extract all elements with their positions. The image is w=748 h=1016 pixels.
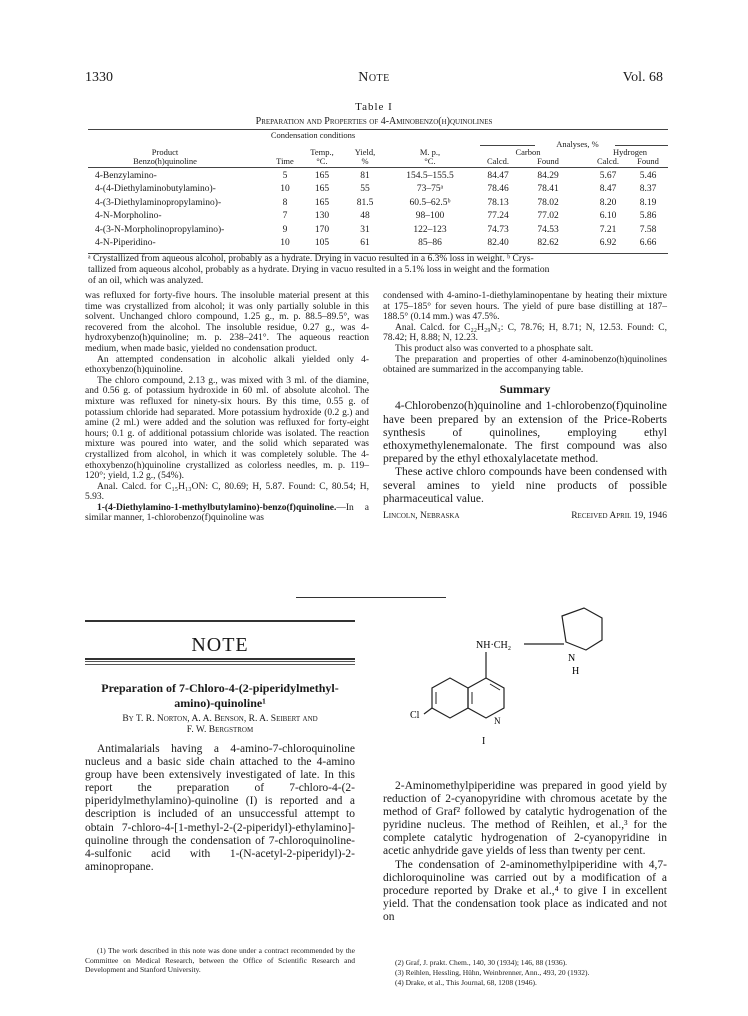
running-header <box>85 70 663 90</box>
table-cell-temp: 165 <box>314 171 330 181</box>
table-cell-time: 7 <box>282 211 288 222</box>
article-title-line-2: amino)-quinoline¹ <box>174 696 266 710</box>
table-cell-time: 5 <box>282 171 288 181</box>
th-conditions: Condensation conditions <box>270 130 356 140</box>
th-c-calcd: Calcd. <box>487 156 509 166</box>
table-cell-time: 10 <box>280 238 290 248</box>
table-cell-time: 8 <box>282 197 288 208</box>
section-title: Note <box>358 70 390 85</box>
table-cell-h-calcd: 6.92 <box>599 238 617 248</box>
table-cell-mp: 154.5–155.5 <box>406 171 454 181</box>
summary-paragraph-1: 4-Chlorobenzo(h)quinoline and 1-chlorobenzo(f)quinoline have been prepared by an extension of the Price-Roberts synthesis of quinolines, employing ethyl ethoxymethylenemalonate. The first compound was also prepared by the ethyl ethoxalylacetate method. <box>383 400 667 466</box>
table-cell-c-calcd: 78.46 <box>487 184 509 195</box>
page-number: 1330 <box>85 70 113 85</box>
article-paragraph-2: 2-Aminomethylpiperidine was prepared in good yield by reduction of 2-cyanopyridine with chromous acetate by the method of Graf² followed by catalytic hydrogenation of the pyridine nucleus. The method of Reihlen, et al.,³ for the complete catalytic hydrogenation of 2-cyanopyridine in acetic anhydride gave yields of less than twenty per cent. <box>383 780 667 858</box>
article-paragraph-1: Antimalarials having a 4-amino-7-chloroquinoline nucleus and a basic side chain attached to the 4-amino group have been extensively investigated of late. In this report the preparation of 7-chloro-4-(2-piperidylmethylamino)-quinoline (I) is reported and a description is included of an unsuccessful attempt to obtain 7-chloro-4-[1-methyl-2-(2-piperidyl)-ethylamino]-quinoline through the condensation of 7-chloroquinoline-4-sulfonic acid with 1-(N-acetyl-2-piperidyl)-2-aminopropane. <box>85 743 355 873</box>
th-h-found: Found <box>637 156 659 166</box>
table-cell-h-found: 8.19 <box>639 197 657 208</box>
chloro-label: Cl <box>410 710 420 721</box>
right-paragraph-3: This product also was converted to a phosphate salt. <box>395 343 594 354</box>
table-cell-h-found: 5.46 <box>639 171 657 181</box>
summary-heading: Summary <box>499 381 551 396</box>
table-cell-product: 4-N-Morpholino- <box>95 211 162 222</box>
reference-2: (2) Graf, J. prakt. Chem., 140, 30 (1934); 146, 88 (1936). <box>395 958 568 967</box>
table-cell-h-calcd: 8.47 <box>599 184 617 195</box>
right-column <box>383 291 667 522</box>
table-cell-c-found: 77.02 <box>537 211 559 222</box>
th-temp-1: Temp., <box>310 147 334 157</box>
left-paragraph-5-heading: 1-(4-Diethylamino-1-methylbutylamino)-benzo(f)quinoline. <box>97 502 337 513</box>
table-cell-mp: 98–100 <box>415 211 445 222</box>
th-product-1: Product <box>151 147 179 157</box>
table-cell-product: 4-(3-N-Morpholinopropylamino)- <box>95 224 225 235</box>
volume-label: Vol. 68 <box>622 70 663 85</box>
table-top-rule <box>88 129 668 130</box>
table-cell-yield: 61 <box>360 238 370 248</box>
structure-label: I <box>482 736 486 747</box>
note-band-rule-1 <box>85 658 355 660</box>
note-heading: NOTE <box>191 634 249 656</box>
table-cell-product: 4-(3-Diethylaminopropylamino)- <box>95 197 222 208</box>
summary-paragraph-2: These active chloro compounds have been condensed with several amines to yield nine products of possible pharmaceutical value. <box>383 466 667 505</box>
table-cell-c-calcd: 84.47 <box>487 171 509 181</box>
table-caption: Preparation and Properties of 4-Aminobenzo(h)quinolines <box>255 116 493 127</box>
table-footnote-line-1: ᵃ Crystallized from aqueous alcohol, probably as a hydrate. Drying in vacuo resulted in a 6.3% loss in weight. ᵇ Crys- <box>88 254 534 264</box>
th-analyses: Analyses, % <box>556 139 599 149</box>
table-cell-product: 4-Benzylamino- <box>95 171 157 181</box>
table-cell-h-found: 8.37 <box>639 184 657 195</box>
table-cell-c-found: 78.41 <box>537 184 559 195</box>
pyridine-ring <box>468 678 504 718</box>
table-cell-c-found: 78.02 <box>537 197 559 208</box>
reference-3: (3) Reihlen, Hessling, Hühn, Weinbrenner, Ann., 493, 20 (1932). <box>395 968 590 977</box>
authors-line-1: By T. R. Norton, A. A. Benson, R. A. Seibert and <box>122 714 318 724</box>
ring-h-label: H <box>572 666 580 677</box>
left-paragraph-5: —In a similar manner, 1-chlorobenzo(f)quinoline was <box>85 502 369 524</box>
table-cell-yield: 55 <box>360 184 370 195</box>
table-cell-mp: 60.5–62.5ᵇ <box>409 197 451 208</box>
table-cell-h-calcd: 5.67 <box>599 171 617 181</box>
table-cell-c-calcd: 77.24 <box>487 211 509 222</box>
table-cell-temp: 165 <box>314 184 330 195</box>
table-cell-c-calcd: 82.40 <box>487 238 509 248</box>
th-mp-2: °C. <box>424 156 436 166</box>
table-cell-temp: 105 <box>314 238 330 248</box>
table-cell-c-calcd: 74.73 <box>487 224 509 235</box>
table-cell-h-found: 7.58 <box>639 224 657 235</box>
ring-n-label: N <box>568 653 576 664</box>
analyses-rule-right <box>615 145 668 146</box>
table-cell-h-calcd: 6.10 <box>599 211 617 222</box>
left-column <box>85 291 369 524</box>
piperidine-ring <box>562 608 602 650</box>
th-carbon: Carbon <box>515 147 541 157</box>
th-c-found: Found <box>537 156 559 166</box>
th-product-2: Benzo(h)quinoline <box>133 156 197 166</box>
table-cell-time: 9 <box>282 224 288 235</box>
th-yield-2: % <box>361 156 369 166</box>
table-cell-temp: 165 <box>314 197 330 208</box>
table-footnote-line-2: tallized from aqueous alcohol, probably as a hydrate. Drying in vacuo resulted in a 5.1% loss in weight and the formation <box>88 265 550 275</box>
footnote-1: (1) The work described in this note was done under a contract recommended by the Committee on Medical Research, between the Office of Scientific Research and Development and Stanford University. <box>85 946 355 974</box>
right-paragraph-4: The preparation and properties of other 4-aminobenzo(h)quinolines obtained are summarized in the accompanying table. <box>383 354 667 376</box>
table-cell-h-found: 6.66 <box>639 238 657 248</box>
received-date: Received April 19, 1946 <box>571 510 667 521</box>
nh-ch2-label: NH·CH₂ <box>476 640 512 651</box>
article-title-line-1: Preparation of 7-Chloro-4-(2-piperidylmethyl- <box>101 681 339 695</box>
left-paragraph-4: Anal. Calcd. for C₁₅H₁₃ON: C, 80.69; H, 5.87. Found: C, 80.54; H, 5.93. <box>85 481 369 503</box>
article-title <box>85 681 355 711</box>
reference-4: (4) Drake, et al., This Journal, 68, 1208 (1946). <box>395 978 537 987</box>
table-cell-h-calcd: 7.21 <box>599 224 617 235</box>
right-paragraph-1: condensed with 4-amino-1-diethylaminopentane by heating their mixture at 175–185° for seven hours. The yield of pure base distilling at 187–188.5° (0.14 mm.) was 47.5%. <box>383 291 667 323</box>
references <box>383 958 667 988</box>
authors-line-2: F. W. Bergstrom <box>186 725 254 735</box>
table-header-rule <box>88 167 668 168</box>
right-paragraph-2: Anal. Calcd. for C₂₂H₂₉N₃: C, 78.76; H, 8.71; N, 12.53. Found: C, 78.42; H, 8.88; N, 12.23. <box>383 322 667 344</box>
section-divider <box>296 597 446 598</box>
left-paragraph-1: was refluxed for forty-five hours. The insoluble material present at this time was crystallized from alcohol; it was only partially soluble in this solvent. Unchanged chloro compound, 1.25 g., m. p. 88.5–89.5°, was recovered from the alcohol. The insoluble residue, 0.27 g., was 4-hydroxybenzo(h)quinoline; m. p. 238–241°. The aqueous reaction medium, when made basic, yielded no condensation product. <box>85 291 369 354</box>
table-cell-product: 4-(4-Diethylaminobutylamino)- <box>95 184 216 195</box>
note-band-rule-3 <box>85 664 355 665</box>
table-footnote-line-3: of an oil, which was analyzed. <box>88 276 204 286</box>
signature-line <box>383 511 667 522</box>
structure-diagram <box>410 604 640 774</box>
quinoline-n-label: N <box>494 716 501 726</box>
article-body-left <box>85 743 355 874</box>
th-time: Time <box>276 156 294 166</box>
note-band-top <box>85 620 355 622</box>
table-cell-yield: 81.5 <box>356 197 374 208</box>
table-cell-temp: 130 <box>314 211 330 222</box>
table-cell-c-found: 74.53 <box>537 224 559 235</box>
table-cell-yield: 48 <box>360 211 370 222</box>
note-band-rule-2 <box>85 661 355 662</box>
table-cell-yield: 81 <box>360 171 370 181</box>
article-authors <box>85 714 355 736</box>
article-paragraph-3: The condensation of 2-aminomethylpiperidine with 4,7-dichloroquinoline was carried out by a modification of a procedure reported by Drake et al.,⁴ to give I in excellent yield. That the condensation took place as indicated and not on <box>383 858 667 923</box>
th-mp-1: M. p., <box>419 147 441 157</box>
table-cell-mp: 85–86 <box>418 238 442 248</box>
th-h-calcd: Calcd. <box>597 156 619 166</box>
chloro-bond <box>424 708 432 714</box>
table-title: Table I <box>355 101 393 113</box>
th-yield-1: Yield, <box>354 147 376 157</box>
table-cell-temp: 170 <box>314 224 330 235</box>
table-cell-c-found: 82.62 <box>537 238 559 248</box>
th-hydrogen: Hydrogen <box>613 147 647 157</box>
table-cell-product: 4-N-Piperidino- <box>95 238 156 248</box>
table-cell-h-calcd: 8.20 <box>599 197 617 208</box>
table-cell-mp: 73–75ᵃ <box>416 184 444 195</box>
table-cell-mp: 122–123 <box>413 224 447 235</box>
table-cell-yield: 31 <box>360 224 370 235</box>
left-paragraph-3: The chloro compound, 2.13 g., was mixed with 3 ml. of the diamine, and 0.56 g. of potassium hydroxide in 60 ml. of absolute alcohol. The mixture was refluxed for ninety-six hours. By this time, 0.55 g. of potassium chloride had separated. More potassium hydroxide (0.2 g.) and amine (2 ml.) were added and the solution was refluxed for forty-eight hours; 0.1 g. of additional potassium chloride was isolated. The reaction mixture was poured into water, and the solid which separated was crystallized from alcohol, in which it was completely soluble. The 4-ethoxybenzo(h)quinoline crystallized as colorless needles, m. p. 119–120°; yield, 1.2 g., (54%). <box>85 375 369 482</box>
table-cell-h-found: 5.86 <box>639 211 657 222</box>
th-temp-2: °C. <box>316 156 328 166</box>
article-body-right <box>383 780 667 924</box>
analyses-rule-left <box>480 145 535 146</box>
benzene-ring <box>432 678 468 718</box>
place: Lincoln, Nebraska <box>383 510 460 521</box>
table-cell-c-found: 84.29 <box>537 171 559 181</box>
table-cell-time: 10 <box>280 184 290 195</box>
left-paragraph-2: An attempted condensation in alcoholic alkali yielded only 4-ethoxybenzo(h)quinoline. <box>85 354 369 376</box>
table-cell-c-calcd: 78.13 <box>487 197 509 208</box>
